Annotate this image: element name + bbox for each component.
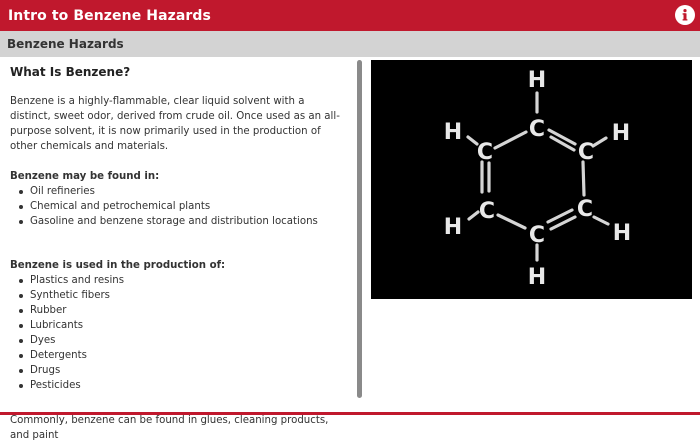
list-item: Dyes (10, 333, 345, 348)
benzene-structure-image (371, 60, 692, 299)
atom-label: H (527, 68, 547, 93)
atom-label: H (443, 215, 463, 240)
used-in-list (10, 273, 345, 393)
atom-label: C (577, 140, 595, 165)
atom-label: H (612, 221, 632, 246)
list-item: Lubricants (10, 318, 345, 333)
atom-label: H (443, 120, 463, 145)
atom-label: H (527, 265, 547, 290)
atom-label: C (576, 197, 594, 222)
text-content (0, 57, 345, 443)
list-item: Detergents (10, 348, 345, 363)
title-bar (0, 0, 700, 31)
section-header (0, 31, 700, 57)
atom-label: C (528, 117, 546, 142)
text-pane[interactable] (0, 57, 365, 441)
text-scrollbar[interactable] (357, 60, 362, 398)
list-item: Oil refineries (10, 184, 345, 199)
intro-paragraph: Benzene is a highly-flammable, clear liquid solvent with a distinct, sweet odor, derived from crude oil. Once used as an all-purpose solvent, it is now primarily used in the production of other chemicals and materials. (10, 96, 340, 152)
content-heading: What Is Benzene? (10, 65, 131, 79)
bottom-accent-bar (0, 412, 700, 415)
info-icon (675, 5, 695, 25)
atom-label: C (476, 140, 494, 165)
section-title: Benzene Hazards (7, 37, 124, 51)
list-item: Drugs (10, 363, 345, 378)
list-item: Gasoline and benzene storage and distribution locations (10, 214, 345, 229)
atom-label: H (611, 121, 631, 146)
list-item: Chemical and petrochemical plants (10, 199, 345, 214)
info-button[interactable] (675, 5, 695, 25)
atom-label: C (528, 223, 546, 248)
used-in-title: Benzene is used in the production of: (10, 260, 226, 271)
list-item: Pesticides (10, 378, 345, 393)
course-title: Intro to Benzene Hazards (8, 7, 211, 24)
list-item: Synthetic fibers (10, 288, 345, 303)
benzene-ring-illustration (371, 60, 692, 299)
list-item: Plastics and resins (10, 273, 345, 288)
atom-label: C (478, 199, 496, 224)
found-in-title: Benzene may be found in: (10, 171, 160, 182)
closing-paragraph: Commonly, benzene can be found in glues, cleaning products, and paint (10, 415, 329, 441)
found-in-list (10, 184, 345, 229)
list-item: Rubber (10, 303, 345, 318)
